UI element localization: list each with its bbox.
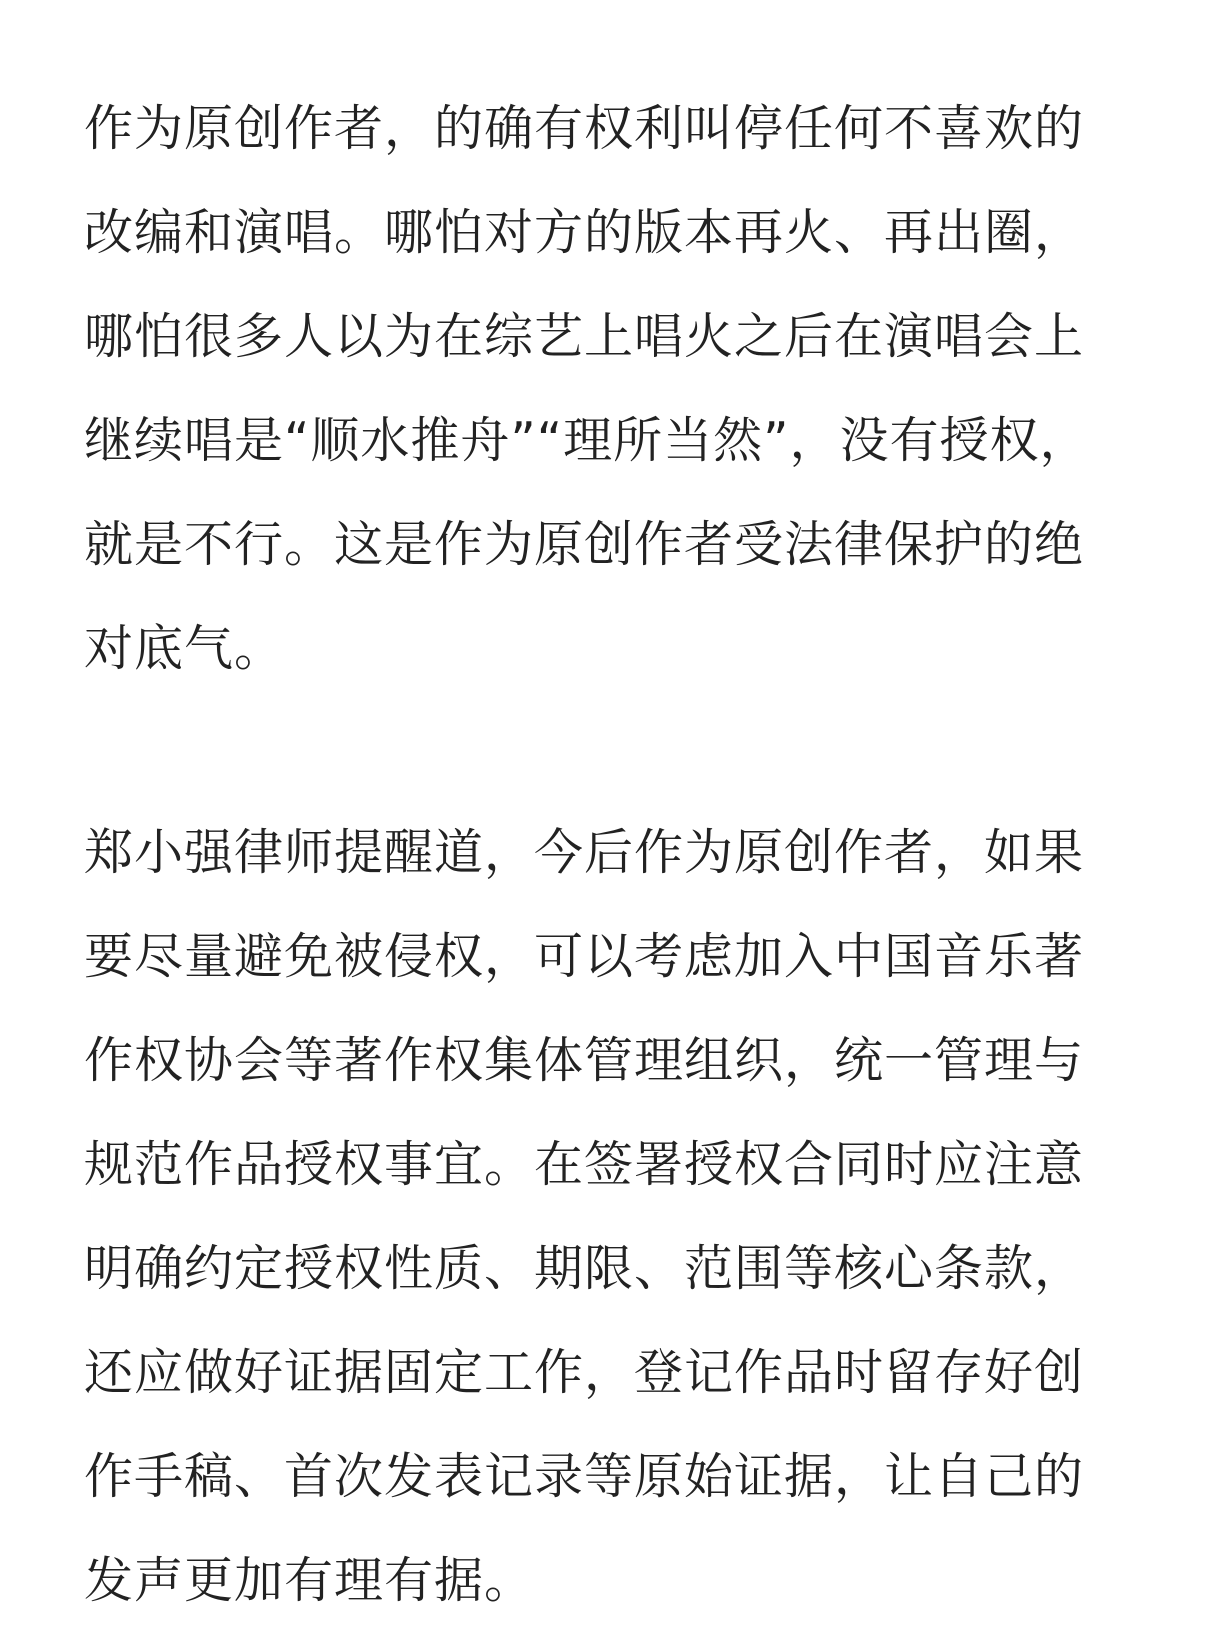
paragraph-line: 郑小强律师提醒道，今后作为原创作者，如果 <box>84 824 1085 881</box>
paragraph-line: 就是不行。这是作为原创作者受法律保护的绝 <box>84 516 1085 573</box>
paragraph-line: 对底气。 <box>84 620 285 677</box>
paragraph-line: 哪怕很多人以为在综艺上唱火之后在演唱会上 <box>84 308 1085 365</box>
paragraph-line: 继续唱是“顺水推舟”“理所当然”，没有授权， <box>84 412 1090 469</box>
paragraph-line: 还应做好证据固定工作，登记作品时留存好创 <box>84 1344 1085 1401</box>
paragraph-line: 作权协会等著作权集体管理组织，统一管理与 <box>84 1032 1085 1089</box>
paragraph-line: 规范作品授权事宜。在签署授权合同时应注意 <box>84 1136 1085 1193</box>
paragraph-line: 改编和演唱。哪怕对方的版本再火、再出圈， <box>84 204 1085 261</box>
paragraph-line: 作为原创作者，的确有权利叫停任何不喜欢的 <box>84 100 1085 157</box>
paragraph-2 <box>84 801 1124 1633</box>
article-body <box>84 77 1124 1633</box>
paragraph-1 <box>84 77 1124 701</box>
paragraph-line: 作手稿、首次发表记录等原始证据，让自己的 <box>84 1448 1085 1505</box>
paragraph-line: 明确约定授权性质、期限、范围等核心条款， <box>84 1240 1085 1297</box>
paragraph-spacer <box>84 701 1124 801</box>
paragraph-line: 发声更加有理有据。 <box>84 1552 535 1609</box>
paragraph-line: 要尽量避免被侵权，可以考虑加入中国音乐著 <box>84 928 1085 985</box>
